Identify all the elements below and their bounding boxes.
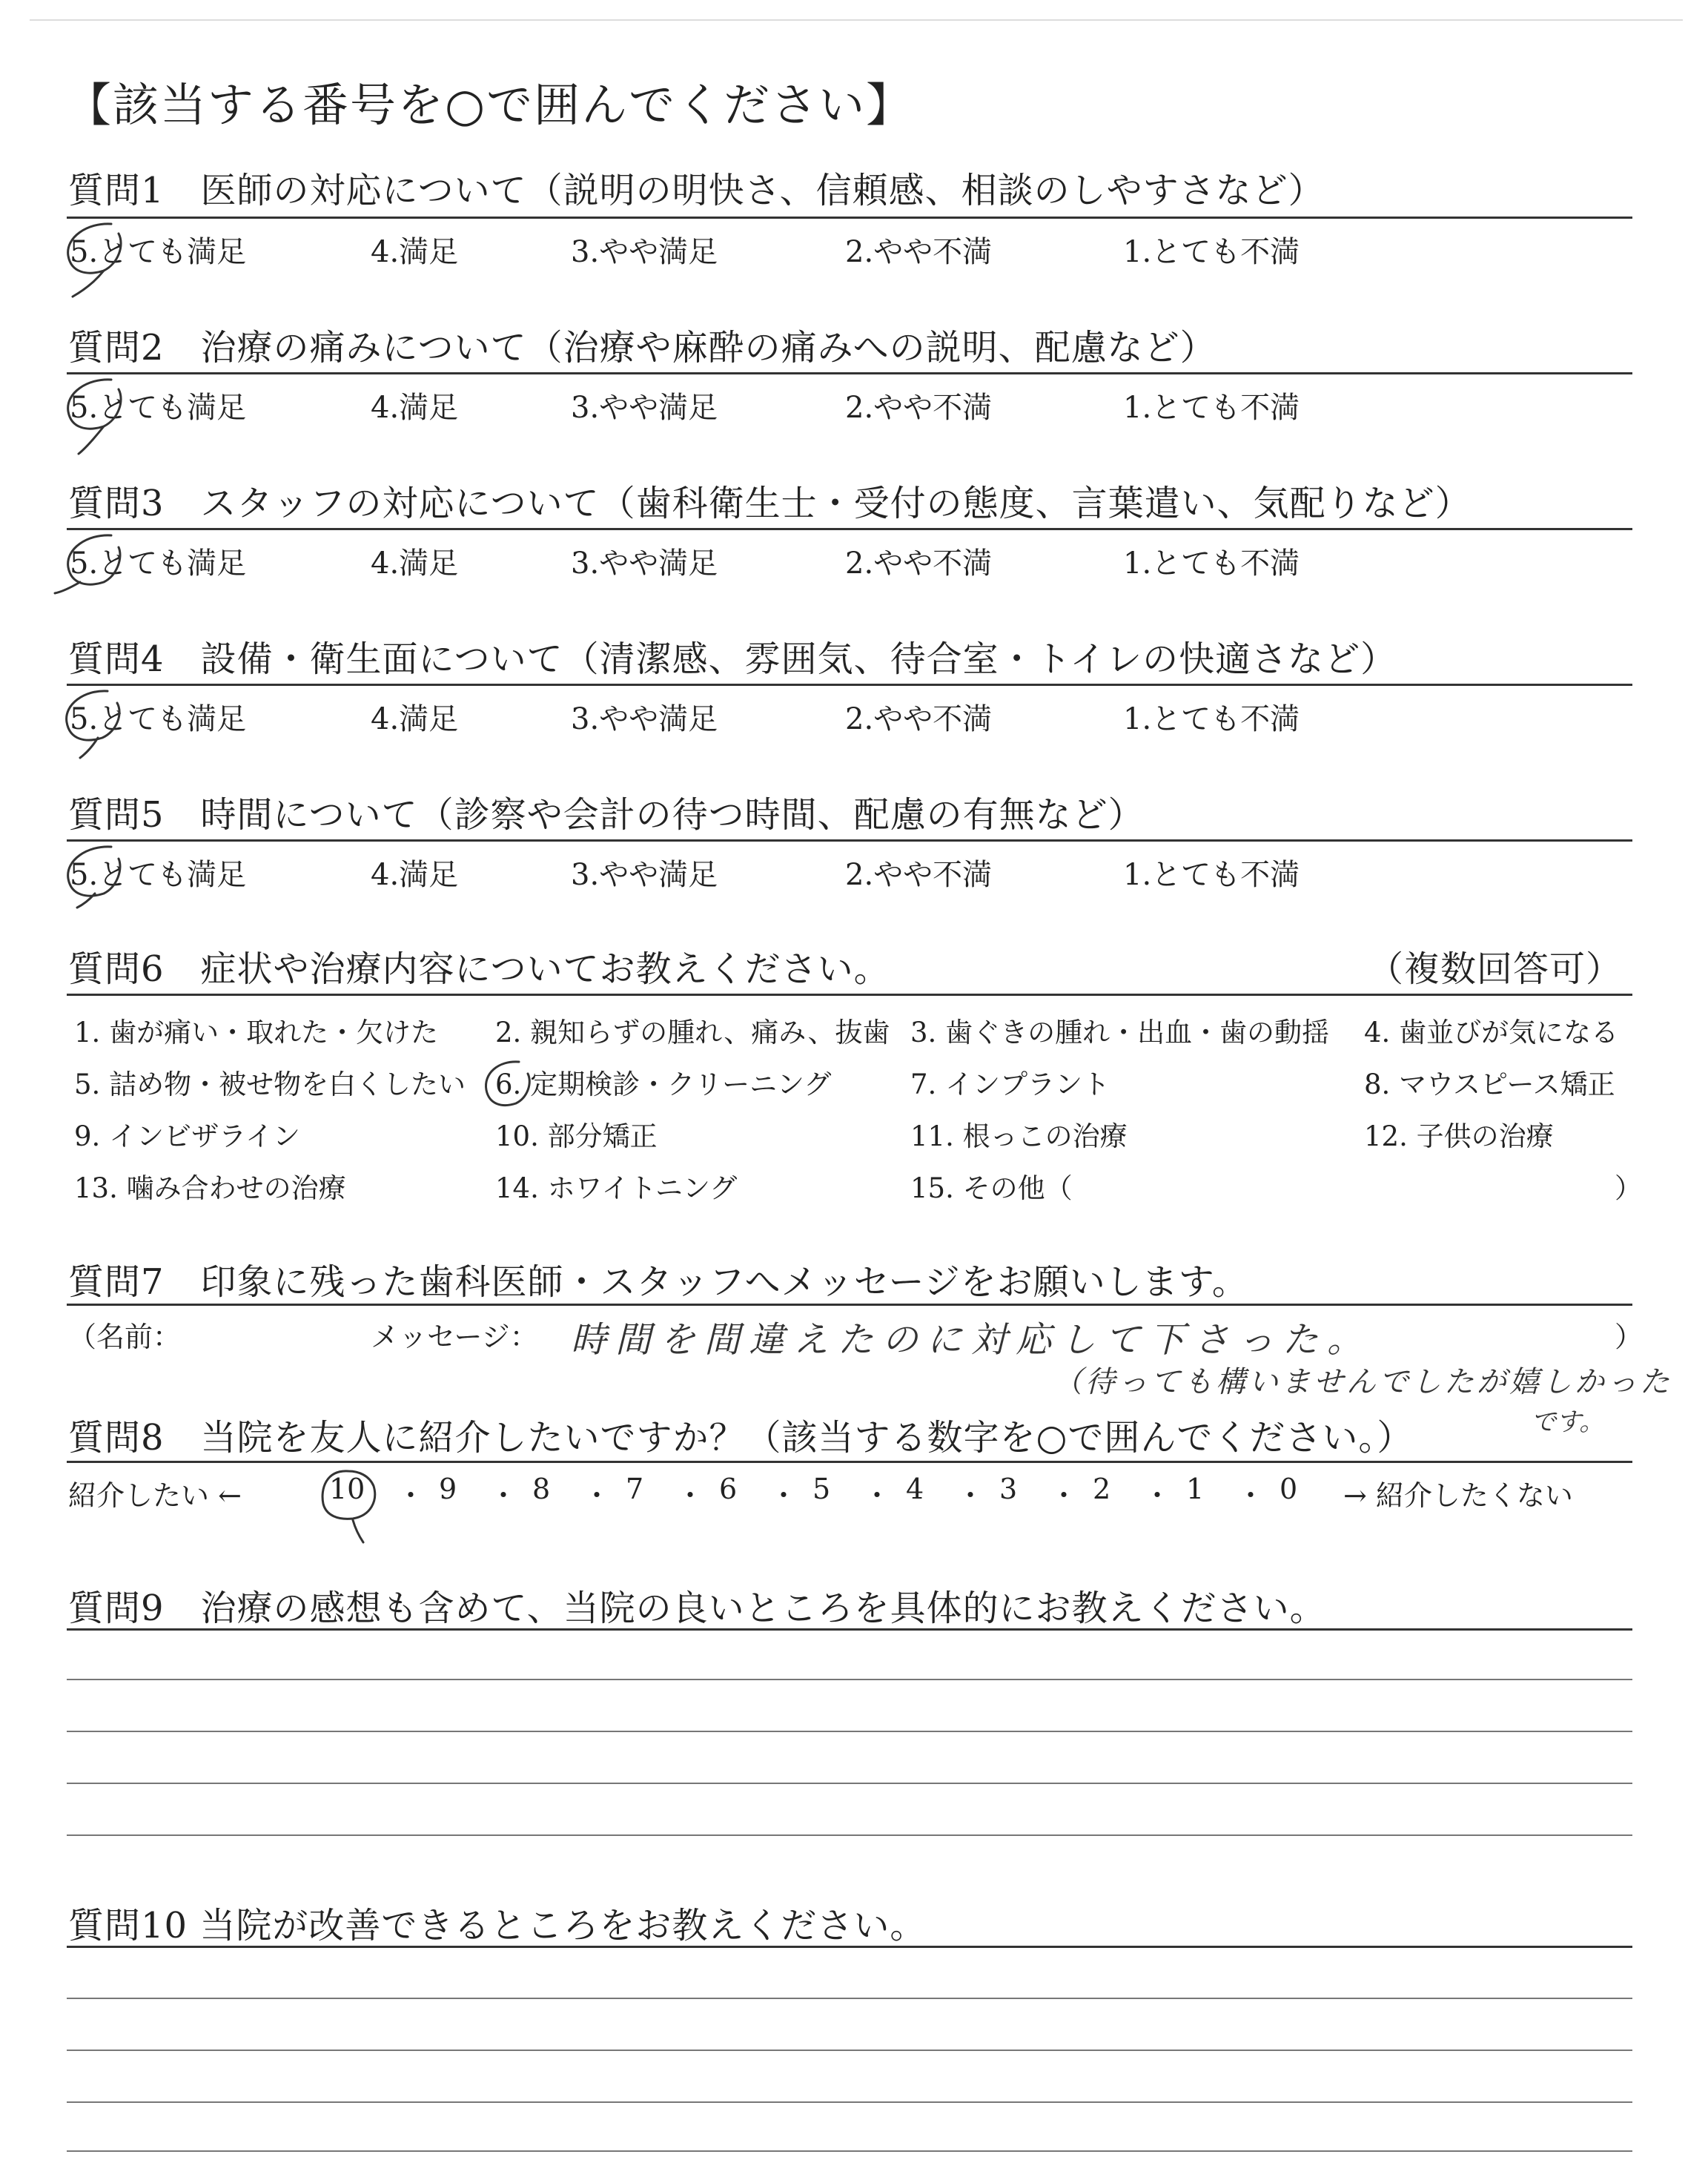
recommend-right-label: → 紹介したくない xyxy=(1343,1479,1573,1512)
option-3[interactable]: 3.やや満足 xyxy=(571,702,718,736)
option-4[interactable]: 4.満足 xyxy=(371,702,459,736)
scale-6[interactable]: 6 xyxy=(719,1473,738,1505)
recommend-left-label: 紹介したい ← xyxy=(68,1479,242,1512)
option-3[interactable]: 3.やや満足 xyxy=(571,235,718,269)
scale-sep: ・ xyxy=(397,1479,426,1512)
symptom-option[interactable]: 8. マウスピース矯正 xyxy=(1364,1069,1615,1100)
option-3[interactable]: 3.やや満足 xyxy=(571,391,718,425)
question-title: 質問10 当院が改善できるところをお教えください。 xyxy=(68,1905,927,1946)
option-1[interactable]: 1.とても不満 xyxy=(1123,546,1300,581)
symptom-option[interactable]: 14. ホワイトニング xyxy=(495,1172,738,1204)
option-4[interactable]: 4.満足 xyxy=(371,546,459,581)
question-title: 質問6 症状や治療内容についてお教えください。 xyxy=(68,948,890,990)
scale-sep: ・ xyxy=(1143,1479,1172,1512)
symptom-option-other[interactable]: 15. その他（ xyxy=(910,1172,1073,1204)
option-3[interactable]: 3.やや満足 xyxy=(571,858,718,892)
scale-7[interactable]: 7 xyxy=(626,1473,644,1505)
option-4[interactable]: 4.満足 xyxy=(371,858,459,892)
option-4[interactable]: 4.満足 xyxy=(371,391,459,425)
option-3[interactable]: 3.やや満足 xyxy=(571,546,718,581)
divider xyxy=(67,684,1632,686)
other-close-paren: ） xyxy=(1615,1172,1642,1204)
option-2[interactable]: 2.やや不満 xyxy=(845,546,993,581)
name-label: （名前： xyxy=(68,1321,182,1353)
scale-sep: ・ xyxy=(863,1479,892,1512)
scale-sep: ・ xyxy=(1050,1479,1079,1512)
option-5[interactable]: 5.とても満足 xyxy=(70,702,247,736)
answer-line[interactable] xyxy=(67,1783,1632,1784)
question-title: 質問3 スタッフの対応について（歯科衛生士・受付の態度、言葉遣い、気配りなど） xyxy=(68,483,1472,524)
scale-sep: ・ xyxy=(956,1479,985,1512)
question-title: 質問2 治療の痛みについて（治療や麻酔の痛みへの説明、配慮など） xyxy=(68,327,1217,369)
divider xyxy=(67,372,1632,374)
page-top-edge xyxy=(30,19,1683,21)
option-1[interactable]: 1.とても不満 xyxy=(1123,391,1300,425)
message-handwritten-line3: です。 xyxy=(1531,1407,1605,1437)
scale-10[interactable]: 10 xyxy=(329,1473,365,1505)
scale-1[interactable]: 1 xyxy=(1186,1473,1205,1505)
answer-line[interactable] xyxy=(67,2101,1632,2103)
symptom-option[interactable]: 2. 親知らずの腫れ、痛み、抜歯 xyxy=(495,1017,890,1048)
option-2[interactable]: 2.やや不満 xyxy=(845,391,993,425)
scale-5[interactable]: 5 xyxy=(812,1473,831,1505)
divider xyxy=(67,1461,1632,1463)
answer-line[interactable] xyxy=(67,1731,1632,1732)
option-4[interactable]: 4.満足 xyxy=(371,235,459,269)
scale-sep: ・ xyxy=(489,1479,518,1512)
option-1[interactable]: 1.とても不満 xyxy=(1123,702,1300,736)
question-title: 質問8 当院を友人に紹介したいですか？（該当する数字を○で囲んでください。） xyxy=(68,1417,1414,1459)
divider xyxy=(67,1946,1632,1948)
divider xyxy=(67,1628,1632,1631)
option-2[interactable]: 2.やや不満 xyxy=(845,235,993,269)
scale-3[interactable]: 3 xyxy=(999,1473,1018,1505)
divider xyxy=(67,217,1632,219)
answer-line[interactable] xyxy=(67,1834,1632,1836)
scale-0[interactable]: 0 xyxy=(1280,1473,1298,1505)
divider xyxy=(67,528,1632,530)
scale-9[interactable]: 9 xyxy=(439,1473,457,1505)
message-close-paren: ） xyxy=(1615,1321,1644,1353)
question-title: 質問9 治療の感想も含めて、当院の良いところを具体的にお教えください。 xyxy=(68,1588,1326,1629)
symptom-option[interactable]: 3. 歯ぐきの腫れ・出血・歯の動揺 xyxy=(910,1017,1330,1048)
answer-line[interactable] xyxy=(67,1679,1632,1680)
divider xyxy=(67,839,1632,842)
symptom-option[interactable]: 5. 詰め物・被せ物を白くしたい xyxy=(74,1069,466,1100)
scale-sep: ・ xyxy=(769,1479,798,1512)
answer-line[interactable] xyxy=(67,2050,1632,2051)
multiple-answer-note: （複数回答可） xyxy=(1368,948,1623,990)
message-label: メッセージ： xyxy=(371,1321,538,1353)
option-5[interactable]: 5.とても満足 xyxy=(70,391,247,425)
symptom-option[interactable]: 4. 歯並びが気になる xyxy=(1364,1017,1619,1048)
scale-sep: ・ xyxy=(1237,1479,1265,1512)
symptom-option[interactable]: 9. インビザライン xyxy=(74,1120,300,1152)
symptom-option[interactable]: 13. 噛み合わせの治療 xyxy=(74,1172,346,1204)
scale-sep: ・ xyxy=(583,1479,612,1512)
answer-line[interactable] xyxy=(67,2150,1632,2152)
option-5[interactable]: 5.とても満足 xyxy=(70,235,247,269)
symptom-option[interactable]: 6. 定期検診・クリーニング xyxy=(495,1069,832,1100)
option-5[interactable]: 5.とても満足 xyxy=(70,858,247,892)
symptom-option[interactable]: 1. 歯が痛い・取れた・欠けた xyxy=(74,1017,439,1048)
symptom-option[interactable]: 12. 子供の治療 xyxy=(1364,1120,1554,1152)
scale-2[interactable]: 2 xyxy=(1093,1473,1111,1505)
option-1[interactable]: 1.とても不満 xyxy=(1123,235,1300,269)
symptom-option[interactable]: 11. 根っこの治療 xyxy=(910,1120,1128,1152)
option-2[interactable]: 2.やや不満 xyxy=(845,702,993,736)
form-heading: 【該当する番号を○で囲んでください】 xyxy=(65,78,914,132)
symptom-option[interactable]: 7. インプラント xyxy=(910,1069,1110,1100)
question-title: 質問5 時間について（診察や会計の待つ時間、配慮の有無など） xyxy=(68,794,1145,836)
scale-sep: ・ xyxy=(676,1479,705,1512)
scale-4[interactable]: 4 xyxy=(906,1473,924,1505)
divider xyxy=(67,1304,1632,1306)
option-2[interactable]: 2.やや不満 xyxy=(845,858,993,892)
option-1[interactable]: 1.とても不満 xyxy=(1123,858,1300,892)
question-title: 質問1 医師の対応について（説明の明快さ、信頼感、相談のしやすさなど） xyxy=(68,170,1325,211)
message-handwritten-line1: 時間を間違えたのに対応して下さった。 xyxy=(571,1319,1372,1361)
scale-8[interactable]: 8 xyxy=(532,1473,551,1505)
answer-line[interactable] xyxy=(67,1998,1632,1999)
divider xyxy=(67,994,1632,996)
symptom-option[interactable]: 10. 部分矯正 xyxy=(495,1120,658,1152)
question-title: 質問7 印象に残った歯科医師・スタッフへメッセージをお願いします。 xyxy=(68,1261,1248,1303)
message-handwritten-line2: （待っても構いませんでしたが嬉しかった xyxy=(1053,1365,1672,1399)
question-title: 質問4 設備・衛生面について（清潔感、雰囲気、待合室・トイレの快適さなど） xyxy=(68,638,1397,680)
option-5[interactable]: 5.とても満足 xyxy=(70,546,247,581)
